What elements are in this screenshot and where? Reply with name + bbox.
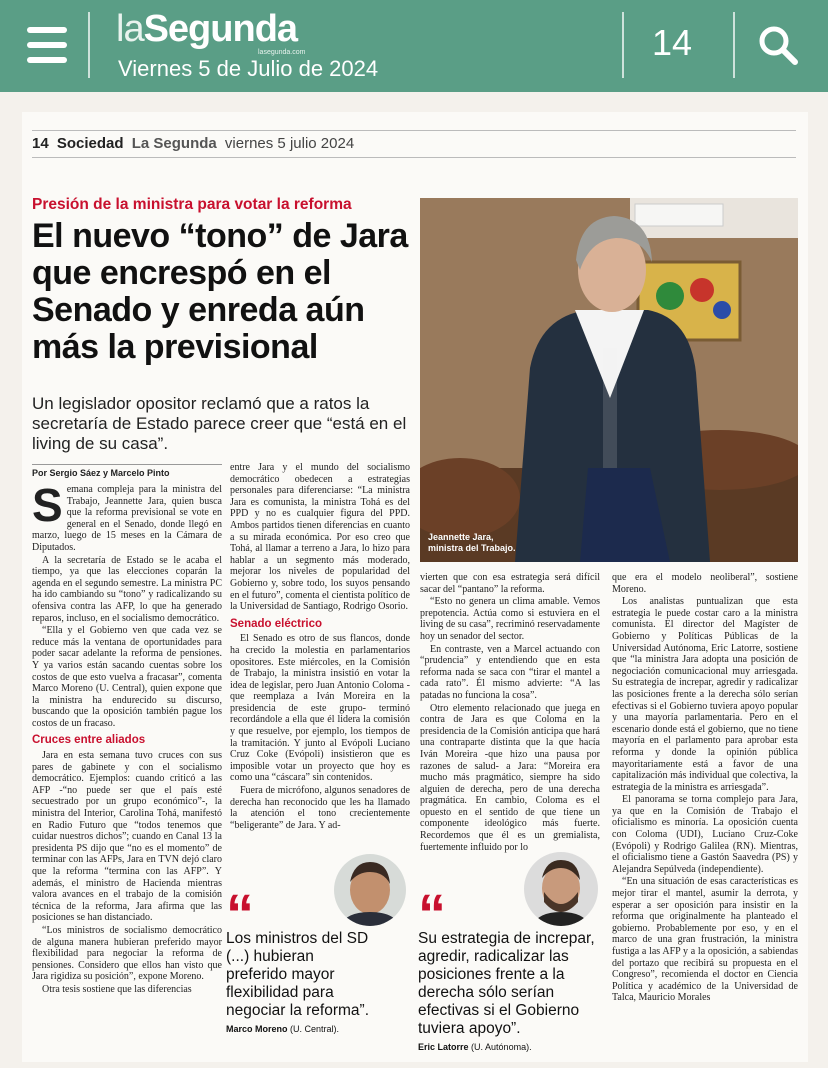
subhead: Senado eléctrico (230, 617, 323, 630)
paragraph (32, 479, 222, 554)
article-column-1 (32, 479, 222, 997)
edition-date: Viernes 5 de Julio de 2024 (118, 56, 379, 81)
minister-photo (420, 198, 798, 562)
paragraph: “Los ministros de socialismo democrático de alguna manera hubieran preferido mayor flexibilidad para negociar la reforma de pensiones. Considero que ellos han visto que Jara rigidiza su posición”, expone Moreno. (32, 924, 222, 983)
article-column-2 (230, 462, 410, 832)
quote-mark-icon: “ (418, 882, 446, 945)
paragraph: “Esto no genera un clima amable. Vemos prepotencia. Actúa como si estuviera en el living de su casa”, recriminó reservadamente hoy un senador del sector. (420, 596, 600, 642)
caption-line: ministra del Trabajo. (428, 543, 516, 553)
caption-line: Jeannette Jara, (428, 532, 494, 542)
paragraph: Otro elemento relacionado que juega en contra de Jara es que Coloma en la presidencia de la Comisión anticipa que hará una contraparte distinta que la que hacía Iván Moreira -que hizo una pausa por razones de salud- a Jara: “Moreira era mucho más pragmático, siempre ha sido alguien de derecha, pero de una derecha pragmática. En cambio, Coloma es el opuesto en el sentido de que tiene un componente ideológico más fuerte. Recordemos que él es un gremialista, fuertemente influido por lo (420, 702, 600, 853)
paragraph: El Senado es otro de sus flancos, donde ha crecido la molestia en parlamentarios opositores. Este miércoles, en la Comisión de Trabajo, la ministra insistió en votar la idea de legislar, pero Juan Antonio Coloma -que reemplaza a Iván Moreira en la presidencia de este grupo- terminó recordándole a ella que él lidera la comisión y que resuelve, por ejemplo, los tiempos de la tramitación. Y junto al Evópoli Luciano Cruz Coke (Evópoli) insistieron que es imposible votar un proyecto que hoy es como una “cáscara” sin contenidos. (230, 633, 410, 784)
page-header-number: 14 (32, 135, 49, 152)
menu-icon[interactable] (27, 27, 67, 63)
subhead: Cruces entre aliados (32, 734, 146, 747)
page-number[interactable]: 14 (652, 22, 693, 63)
brand-url: lasegunda.com (258, 49, 306, 56)
brand-logo[interactable]: laSegunda (116, 8, 298, 50)
pull-quote-latorre (418, 882, 600, 1052)
article-headline: El nuevo “tono” de Jara que encrespó en el Senado y enreda aún más la previsional (32, 217, 408, 366)
quote-text: Los ministros del SD (...) hubieran preferido mayor flexibilidad para negociar la reforma”. (226, 930, 370, 1019)
quote-affiliation: (U. Central). (290, 1024, 340, 1034)
paragraph: En contraste, ven a Marcel actuando con “prudencia” y entendiendo que en esta reforma nada se saca con “tirar el mantel a cada rato”. Él mismo advierte: “A las patadas no funciona la cosa”. (420, 643, 600, 701)
page-header-paper: La Segunda (131, 135, 217, 152)
quote-mark-icon: “ (226, 882, 254, 945)
divider (733, 12, 735, 78)
divider (622, 12, 624, 78)
paragraph: “En una situación de esas características es mejor tirar el mantel, asumir la derrota, y esperar a ser oposición para insistir en la reforma que originalmente ha planteado el gobierno. Probablemente por eso, y en el marco de una gran frustración, la ministra fustiga a las AFP y a la oposición, a sabiendas del portazo que recibirá su propuesta en el Congreso”, recomienda el doctor en Ciencia Política y académico de la Universidad de Talca, Mauricio Morales (612, 876, 798, 1004)
quote-name: Marco Moreno (226, 1024, 288, 1034)
paragraph: Fuera de micrófono, algunos senadores de derecha han reconocido que les ha llamado la atención el tono crecientemente “beligerante” de Jara. Y ad- (230, 785, 410, 831)
article-byline: Por Sergio Sáez y Marcelo Pinto (32, 464, 222, 478)
paragraph: que era el modelo neoliberal”, sostiene Moreno. (612, 572, 798, 595)
paragraph: Los analistas puntualizan que esta estrategia le puede costar caro a la ministra comunista. El director del Magíster de Gobierno y Políticas Públicas de la Universidad Autónoma, Eric Latorre, sostiene que “la ministra Jara adopta una posición de negociación comunicacional muy arriesgada. Su estrategia de increpar, agredir y radicalizar las posiciones frente a la derecha sólo serían efectivas si el Gobierno tuviera apoyo popular y una mayoría parlamentaria. Pero en el escenario donde está el gobierno, que no tiene mayoría en el parlamento para aprobar esta reforma y donde la opinión pública mayoritariamente está a favor de una capitalización más individual que colectiva, la estrategia de la ministra es arriesgada”. (612, 596, 798, 793)
paragraph: Jara en esta semana tuvo cruces con sus pares de gabinete y con el socialismo democrático. Ejemplos: cuando criticó a las AFP -“no puede ser que el país esté secuestrado por un grupo económico”-, la ministra del Interior, Carolina Tohá, manifestó en Radio Futuro que “todos tenemos que cuidar nuestros dichos”; cuando en Canal 13 la presidenta PS dijo que “no es el momento” de terminar con las AFPs, Jara en TVN dejó claro que la reforma “termina con las AFP”. Y además, el ministro de Hacienda mientras valora avances en el trabajo de la comisión técnica de la reforma, Jara afirma que las posiciones se han distanciado. (32, 750, 222, 924)
paragraph-text: emana compleja para la ministra del Trabajo, Jeannette Jara, quien busca que la reforma previsional se vote en general en el Senado, donde llegó en marzo, luego de 15 meses en la Cámara de Diputados. (32, 484, 222, 553)
article-column-3 (420, 572, 600, 854)
quote-affiliation: (U. Autónoma). (471, 1042, 532, 1052)
quote-text: Su estrategia de increpar, agredir, radicalizar las posiciones frente a la derecha sólo serían efectivas si el Gobierno tuviera apoyo”. (418, 930, 595, 1037)
paragraph: “Ella y el Gobierno ven que cada vez se reduce más la ventana de oportunidades para poder sacar adelante la reforma de pensiones. Y ya varios están sacando cuentas sobre los costos de que esto vuelva a fracasar”, comenta Marco Moreno (U. Central), quien expone que la ministra ha endurecido su discurso, buscando que la oposición también pague los costos de un fracaso. (32, 625, 222, 729)
paragraph: entre Jara y el mundo del socialismo democrático obedecen a estrategias personales para diferenciarse: “La ministra Jara es comunista, la ministra Tohá es del PPD y no es cualquier figura del PPD. Ambos partidos tienen diferencias en cuanto a su mirada económica. Por eso creo que Tohá, al llamar a terreno a Jara, lo hizo para hablar a un segmento más moderado, mejorar los niveles de popularidad del Gobierno y, sobre todo, los suyos pensando en el futuro”, comenta el cientista político de la Universidad de Santiago, Rodrigo Osorio. (230, 462, 410, 613)
quote-attribution (226, 1024, 376, 1034)
divider (88, 12, 90, 78)
top-bar (0, 0, 828, 92)
article-deck: Un legislador opositor reclamó que a ratos la secretaría de Estado parece creer que “está en el living de su casa”. (32, 394, 407, 453)
pull-quote-moreno (226, 882, 376, 1034)
page-header (32, 130, 796, 158)
page-header-section: Sociedad (56, 135, 124, 152)
paragraph: Otra tesis sostiene que las diferencias (42, 983, 192, 995)
newspaper-page[interactable] (22, 112, 808, 1062)
photo-caption (428, 532, 516, 554)
paragraph: El panorama se torna complejo para Jara, ya que en la Comisión de Trabajo el oficialismo es minoría. La oposición cuenta con Coloma (UDI), Luciano Cruz-Coke (Evópoli) y Rodrigo Galilea (RN). Mientras, el oficialismo tiene a Gastón Saavedra (PS) y Alejandra Sepúlveda (independiente). (612, 794, 798, 875)
paragraph: vierten que con esa estrategia será difícil sacar del “pantano” la reforma. (420, 572, 600, 595)
search-icon[interactable] (757, 24, 799, 66)
quote-name: Eric Latorre (418, 1042, 469, 1052)
page-header-date: viernes 5 julio 2024 (224, 135, 355, 152)
article-kicker: Presión de la ministra para votar la reforma (32, 196, 352, 213)
paragraph: A la secretaría de Estado se le acaba el tiempo, ya que las elecciones coparán la agenda en el segundo semestre. La ministra PC ha ido cambiando su “tono” y radicalizando su ofensiva contra las AFP, lo que ha generado reparos, incluso, en el socialismo democrático. (32, 554, 222, 624)
article-column-4 (612, 572, 798, 1005)
dropcap: S (32, 479, 63, 531)
quote-attribution (418, 1042, 600, 1052)
